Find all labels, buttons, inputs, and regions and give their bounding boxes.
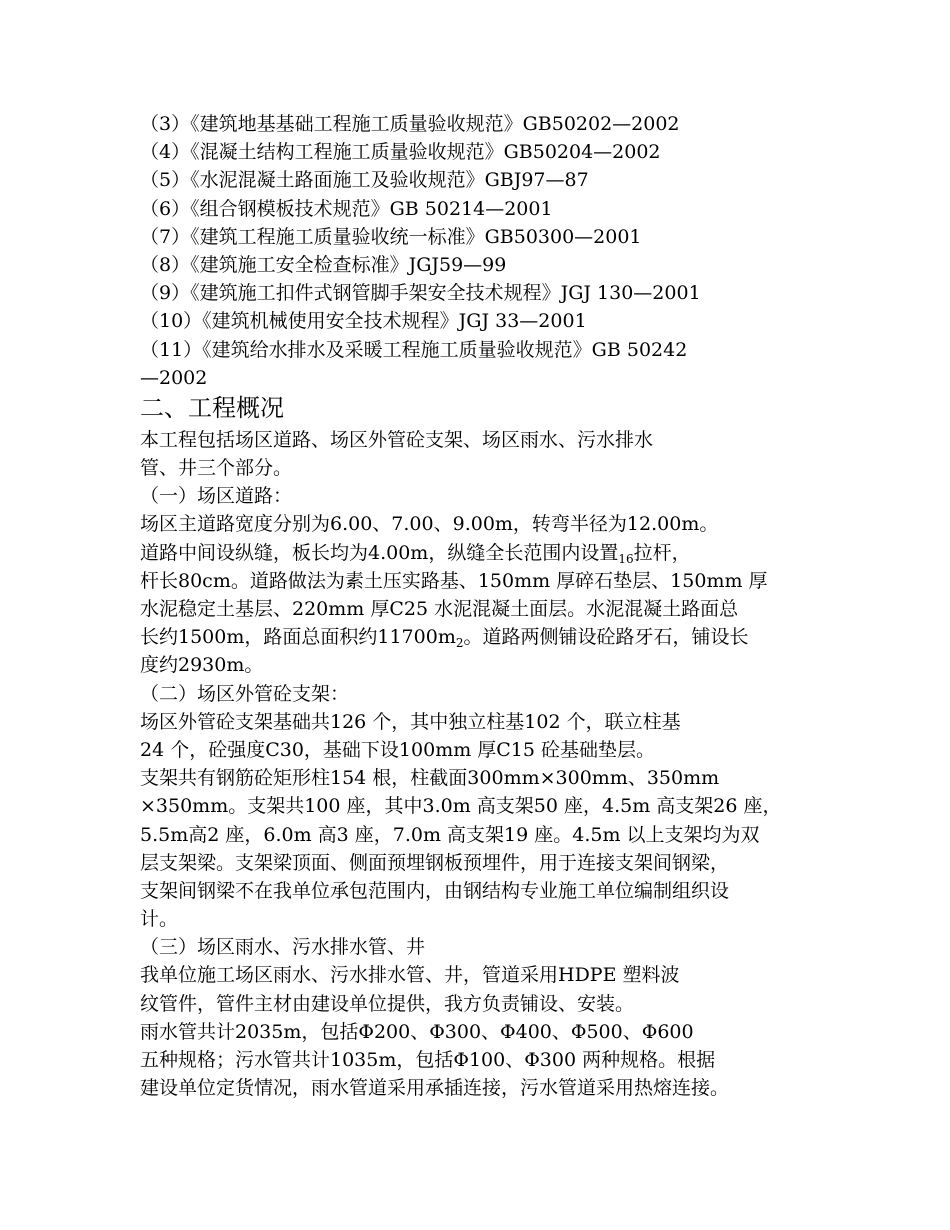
- document-page: [140, 110, 820, 1102]
- reference-item: （8）《建筑施工安全检查标准》JGJ59—99: [140, 253, 507, 276]
- reference-list: [140, 110, 820, 392]
- reference-item: （3）《建筑地基基础工程施工质量验收规范》GB50202—2002: [140, 113, 680, 135]
- intro-paragraph: [140, 426, 820, 482]
- subscript-text: 16: [618, 551, 634, 566]
- paragraph-line: 雨水管共计2035m，包括Φ200、Φ300、Φ400、Φ500、Φ600: [140, 1020, 694, 1043]
- paragraph-line: 计。: [140, 908, 179, 931]
- reference-item: （7）《建筑工程施工质量验收统一标准》GB50300—2001: [140, 225, 642, 248]
- paragraph-line: [140, 539, 820, 567]
- paragraph-line: 五种规格；污水管共计1035m，包括Φ100、Φ300 两种规格。根据: [140, 1049, 716, 1071]
- reference-item: （6）《组合钢模板技术规范》GB 50214—2001: [140, 197, 553, 220]
- paragraph-line: 我单位施工场区雨水、污水排水管、井，管道采用HDPE 塑料波: [140, 964, 680, 987]
- paragraph-line: 24 个，砼强度C30，基础下设100mm 厚C15 砼基础垫层。: [140, 738, 656, 761]
- text-run: 。道路两侧铺设砼路牙石，铺设长: [463, 626, 749, 649]
- paragraph-line: 本工程包括场区道路、场区外管砼支架、场区雨水、污水排水: [140, 428, 654, 451]
- paragraph-line: 支架间钢梁不在我单位承包范围内，由钢结构专业施工单位编制组织设: [140, 879, 730, 902]
- paragraph-line: 度约2930m。: [140, 654, 264, 677]
- text-run: 长约1500m，路面总面积约11700m: [140, 626, 456, 649]
- reference-item: （5）《水泥混凝土路面施工及验收规范》GBJ97—87: [140, 169, 589, 192]
- section-heading: 二、工程概况: [140, 393, 284, 422]
- road-section: [140, 482, 820, 679]
- paragraph-line: 纹管件，管件主材由建设单位提供，我方负责铺设、安装。: [140, 992, 635, 1015]
- reference-item: （10）《建筑机械使用安全技术规程》JGJ 33—2001: [140, 310, 587, 333]
- subsection-title: （一）场区道路：: [140, 485, 293, 508]
- subsection-title: （三）场区雨水、污水排水管、井: [140, 936, 426, 959]
- paragraph-line: 场区外管砼支架基础共126 个，其中独立柱基102 个，联立柱基: [140, 710, 681, 733]
- paragraph-line: 支架共有钢筋砼矩形柱154 根，柱截面300mm×300mm、350mm: [140, 767, 720, 790]
- paragraph-line: 管、井三个部分。: [140, 457, 293, 480]
- text-run: 道路中间设纵缝，板长均为4.00m，纵缝全长范围内设置: [140, 541, 619, 564]
- support-section: [140, 680, 820, 934]
- paragraph-line: 场区主道路宽度分别为6.00、7.00、9.00m，转弯半径为12.00m。: [140, 513, 719, 536]
- reference-item: （9）《建筑施工扣件式钢管脚手架安全技术规程》JGJ 130—2001: [140, 282, 701, 305]
- paragraph-line: 建设单位定货情况，雨水管道采用承插连接，污水管道采用热熔连接。: [140, 1077, 730, 1100]
- reference-item-continued: —2002: [140, 366, 208, 389]
- subsection-title: （二）场区外管砼支架：: [140, 682, 350, 705]
- drainage-section: [140, 933, 820, 1102]
- subscript-text: 2: [455, 636, 464, 651]
- paragraph-line: 层支架梁。支架梁顶面、侧面预埋钢板预埋件，用于连接支架间钢梁，: [140, 851, 730, 874]
- paragraph-line: ×350mm。支架共100 座，其中3.0m 高支架50 座，4.5m 高支架26 座，: [140, 795, 782, 818]
- reference-item: （4）《混凝土结构工程施工质量验收规范》GB50204—2002: [140, 141, 661, 164]
- reference-item: （11）《建筑给水排水及采暖工程施工质量验收规范》GB 50242: [140, 338, 688, 361]
- paragraph-line: 5.5m高2 座，6.0m 高3 座，7.0m 高支架19 座。4.5m 以上支架均为双: [140, 823, 760, 846]
- paragraph-line: [140, 623, 820, 651]
- text-run: 拉杆，: [633, 541, 691, 564]
- paragraph-line: 水泥稳定土基层、220mm 厚C25 水泥混凝土面层。水泥混凝土路面总: [140, 598, 739, 620]
- paragraph-line: 杆长80cm。道路做法为素土压实路基、150mm 厚碎石垫层、150mm 厚: [140, 569, 768, 592]
